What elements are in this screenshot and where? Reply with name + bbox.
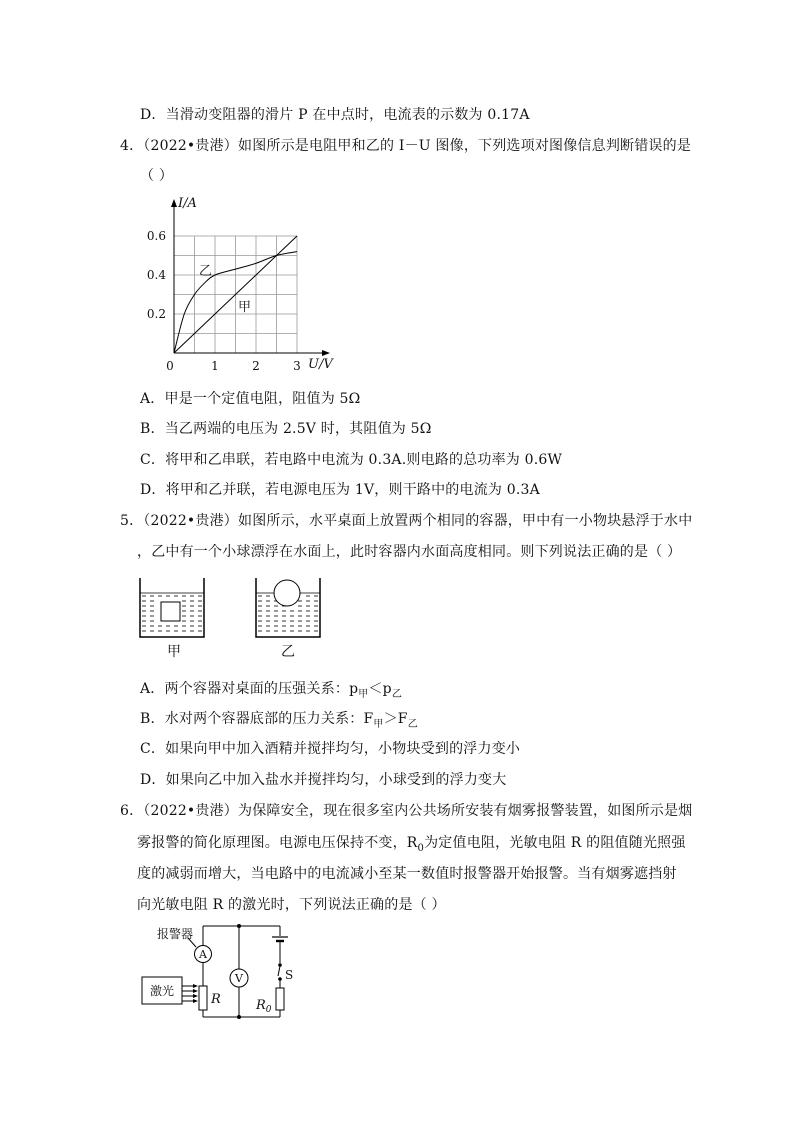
r0-label: $R_0$ <box>256 998 272 1015</box>
q5-option-b: B．水对两个容器底部的压力关系：$F_甲>F_乙$ <box>140 711 418 730</box>
switch-contact-top <box>278 963 282 967</box>
q4-answer-paren: （ ） <box>140 168 174 184</box>
x-axis-label: U/V <box>308 357 333 372</box>
series-label-yi: 乙 <box>199 264 213 279</box>
junction-bottom <box>237 1015 241 1019</box>
x-axis-arrow <box>322 350 330 356</box>
y-tick-label: 0.6 <box>146 229 166 243</box>
q3-option-d: D．当滑动变阻器的滑片 P 在中点时，电流表的示数为 0.17A <box>140 107 530 123</box>
q4-stem: 4．（2022•贵港）如图所示是电阻甲和乙的 I－U 图像，下列选项对图像信息判断错误的是 <box>120 138 692 154</box>
laser-label: 激光 <box>149 984 175 998</box>
origin-label: 0 <box>166 359 174 373</box>
q5-stem-line2: ，乙中有一个小球漂浮在水面上，此时容器内水面高度相同。则下列说法正确的是（ ） <box>137 544 682 560</box>
circuit-diagram <box>138 920 308 1022</box>
resistor-r0 <box>276 988 284 1010</box>
photoresistor-label: R <box>211 992 221 1007</box>
iu-chart <box>140 190 370 375</box>
ammeter-symbol: A <box>199 948 207 961</box>
x-tick-label: 1 <box>211 359 219 373</box>
voltmeter-symbol: V <box>235 972 243 985</box>
switch-blade <box>278 966 280 976</box>
series-label-jia: 甲 <box>238 300 252 315</box>
photoresistor <box>199 986 207 1010</box>
laser-arrowheads <box>193 984 198 1003</box>
y-axis-arrow <box>171 199 177 207</box>
q5-option-c: C．如果向甲中加入酒精并搅拌均匀，小物块受到的浮力变小 <box>140 741 521 757</box>
x-tick-label: 3 <box>293 359 301 373</box>
y-axis-label: I/A <box>178 196 197 211</box>
x-tick-label: 2 <box>252 359 260 373</box>
q4-option-c: C．将甲和乙串联，若电路中电流为 0.3A.则电路的总功率为 0.6W <box>140 452 563 468</box>
junction-top <box>237 924 241 928</box>
label-jia: 甲 <box>167 644 181 660</box>
y-tick-label: 0.4 <box>146 268 166 282</box>
block-jia <box>161 602 180 621</box>
q5-stem-line1: 5．（2022•贵港）如图所示，水平桌面上放置两个相同的容器，甲中有一小物块悬浮于水中 <box>120 513 693 529</box>
q5-option-d: D．如果向乙中加入盐水并搅拌均匀，小球受到的浮力变大 <box>140 772 507 788</box>
q6-stem-line3: 度的减弱而增大，当电路中的电流减小至某一数值时报警器开始报警。当有烟雾遮挡射 <box>137 866 677 882</box>
q6-stem-line4: 向光敏电阻 R 的激光时，下列说法正确的是（ ） <box>137 897 446 913</box>
laser-beams <box>182 986 195 1001</box>
q5-option-a: A．两个容器对桌面的压强关系：$p_甲<p_乙$ <box>140 681 403 700</box>
alarm-label: 报警器 <box>157 927 194 941</box>
q4-option-d: D．将甲和乙并联，若电源电压为 1V，则干路中的电流为 0.3A <box>140 482 540 498</box>
q4-option-b: B．当乙两端的电压为 2.5V 时，其阻值为 5Ω <box>140 421 432 437</box>
switch-label: S <box>285 968 294 982</box>
y-tick-label: 0.2 <box>146 307 166 321</box>
ball-yi <box>274 580 300 606</box>
label-yi: 乙 <box>281 644 295 660</box>
q6-stem-line2: 雾报警的简化原理图。电源电压保持不变，$R_0$为定值电阻，光敏电阻 R 的阻值随光照强 <box>137 835 686 854</box>
q4-option-a: A．甲是一个定值电阻，阻值为 5Ω <box>140 391 361 407</box>
containers-figure <box>130 568 330 663</box>
switch-contact-bottom <box>278 977 282 981</box>
q6-stem-line1: 6．（2022•贵港）为保障安全，现在很多室内公共场所安装有烟雾报警装置，如图所示是烟 <box>120 803 693 819</box>
